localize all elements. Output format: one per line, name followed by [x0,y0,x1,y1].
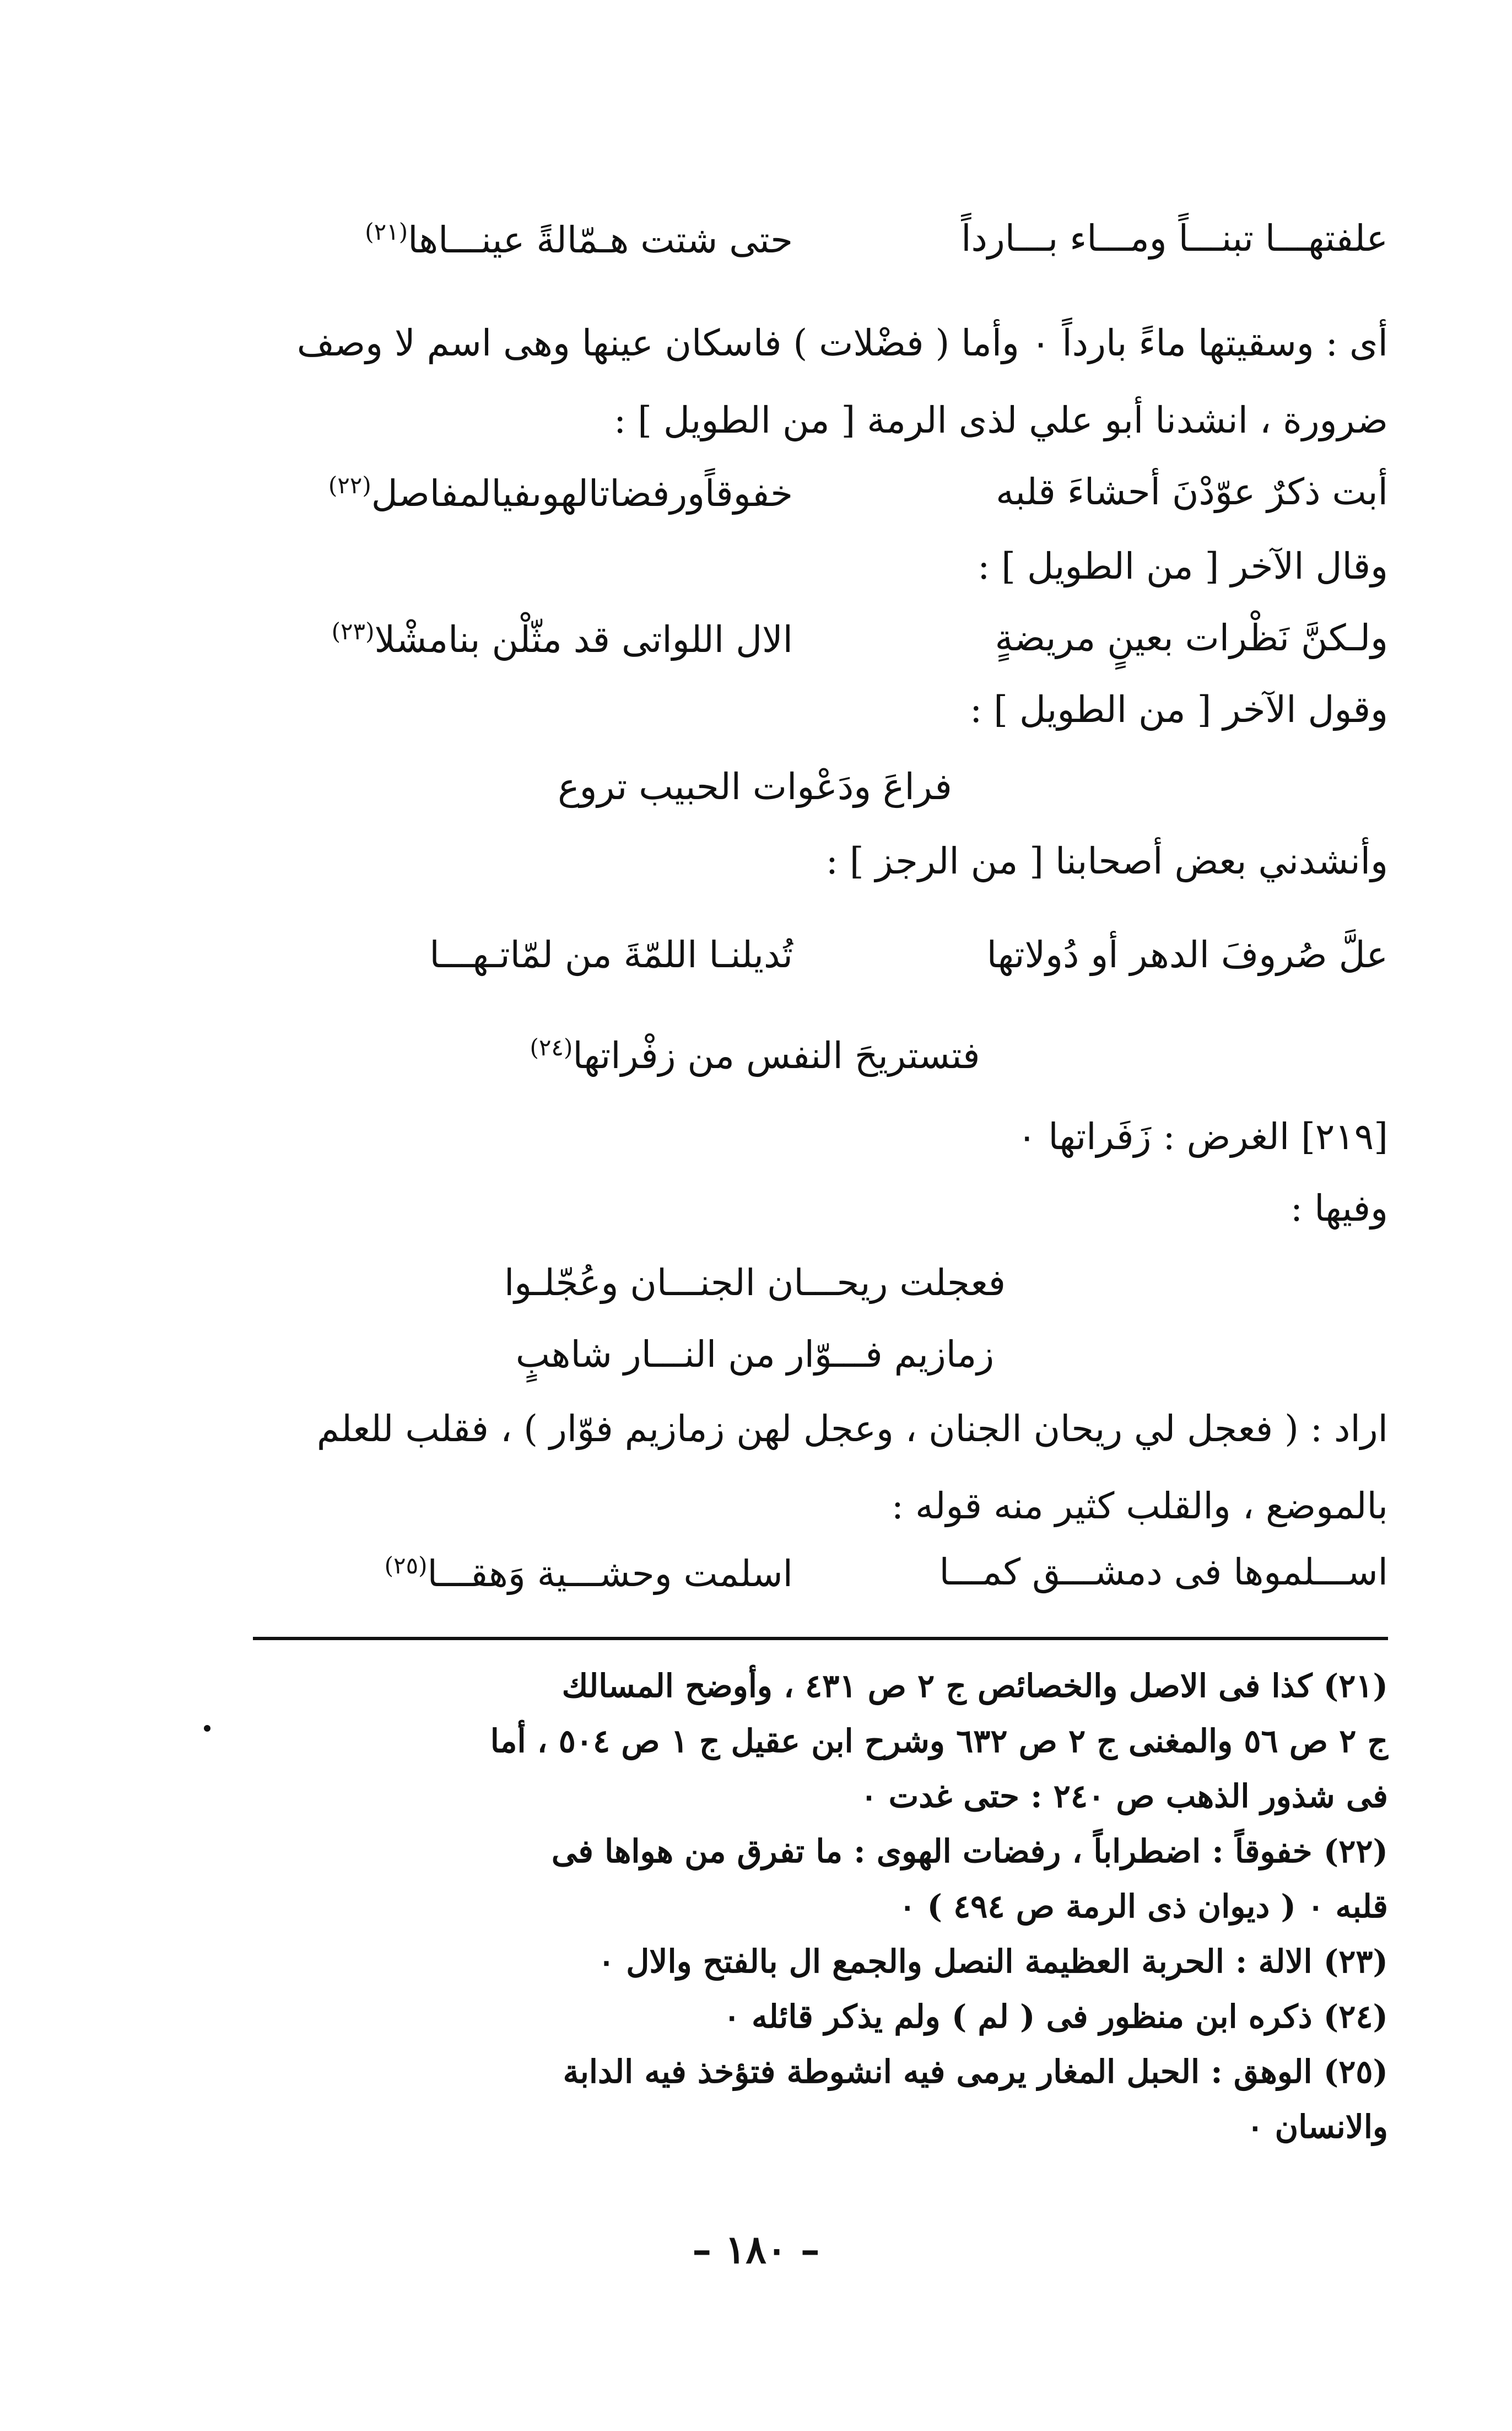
body2-line-2: بالموضع ، والقلب كثير منه قوله : [891,1485,1388,1527]
verse-24-second-hemistich: تُديلنـا اللمّةَ من لمّاتـهـــا [429,934,793,976]
verse-25-second-text: اسلمت وحشـــية وَهقـــا [427,1553,793,1595]
verse-25 [126,1551,1388,1598]
verse-22-second-hemistich [328,472,793,515]
footnote-line: والانسان ٠ [1246,2108,1388,2146]
verse-23 [126,617,1388,664]
centered-verse-1: فراعَ ودَعْوات الحبيب تروع [558,766,952,808]
footnote-line: (٢١) كذا فى الاصل والخصائص ج ٢ ص ٤٣١ ، وأوضح المسالك [561,1667,1388,1705]
footnote-line: (٢٣) الالة : الحربة العظيمة النصل والجمع ال بالفتح والال ٠ [597,1943,1388,1980]
margin-dot [204,1725,210,1732]
footnote-marker-25: (٢٥) [384,1552,428,1579]
intro-verse-23: وقال الآخر [ من الطويل ] : [978,545,1388,587]
centered-verse-3: فعجلت ريحـــان الجنـــان وعُجّلـوا [504,1262,1006,1304]
verse-23-second-text: الال اللواتى قد مثّلْن بنامشْلا [374,618,793,661]
verse-21-first-hemistich: علفتهـــا تبنـــاً ومـــاء بـــارداً [961,217,1388,260]
verse-23-second-hemistich [331,618,793,661]
page-number: – ١٨٠ – [692,2227,820,2272]
verse-21-second-hemistich [365,218,793,261]
centered-verse-4: زمازيم فـــوّار من النـــار شاهبٍ [515,1333,995,1376]
intro-verse-24: وقول الآخر [ من الطويل ] : [970,688,1388,731]
verse-23-first-hemistich: ولـكنَّ نَظْرات بعينٍ مريضةٍ [995,617,1388,659]
body-line-1: أى : وسقيتها ماءً بارداً ٠ وأما ( فضْلات ) فاسكان عينها وهى اسم لا وصف [296,322,1388,364]
verse-24-first-hemistich: علَّ صُروفَ الدهر أو دُولاتها [986,934,1388,976]
verse-25-second-hemistich [384,1552,793,1595]
footnote-line: (٢٤) ذكره ابن منظور فى ( لم ) ولم يذكر قائله ٠ [723,1998,1388,2035]
footnote-line: قلبه ٠ ( ديوان ذى الرمة ص ٤٩٤ ) ٠ [899,1888,1388,1925]
verse-21 [126,217,1388,265]
footnote-line: (٢٢) خفوقاً : اضطراباً ، رفضات الهوى : ما تفرق من هواها فى [551,1832,1388,1870]
verse-22-second-text: خفوقاًورفضاتالهوىفيالمفاصل [371,472,793,515]
verse-22-first-hemistich: أبت ذكرٌ عوّدْنَ أحشاءَ قلبه [996,471,1388,513]
footnote-marker-24: (٢٤) [530,1034,573,1061]
centered-verse-2 [124,1034,1386,1077]
gharad-line: [٢١٩] الغرض : زَفَراتها ٠ [1017,1115,1388,1158]
intro-rajaz: وأنشدني بعض أصحابنا [ من الرجز ] : [825,840,1388,882]
footnote-line: (٢٥) الوهق : الحبل المغار يرمى فيه انشوطة فتؤخذ فيه الدابة [563,2053,1388,2090]
footnote-line: فى شذور الذهب ص ٢٤٠ : حتى غدت ٠ [860,1777,1388,1815]
footnote-divider [253,1637,1388,1640]
footnote-marker-21: (٢١) [365,218,408,245]
verse-25-first-hemistich: اســـلموها فى دمشـــق كمـــا [939,1551,1388,1593]
footnote-line: ج ٢ ص ٥٦ والمغنى ج ٢ ص ٦٣٢ وشرح ابن عقيل ج ١ ص ٥٠٤ ، أما [490,1722,1388,1760]
verse-21-second-text: حتى شتت هـمّالةً عينـــاها [408,219,793,261]
wa-fiha-line: وفيها : [1290,1187,1388,1230]
footnote-marker-22: (٢٢) [328,472,371,499]
body-line-2: ضرورة ، انشدنا أبو علي لذى الرمة [ من الطويل ] : [614,399,1388,441]
footnote-marker-23: (٢٣) [331,618,375,645]
body2-line-1: اراد : ( فعجل لي ريحان الجنان ، وعجل لهن زمازيم فوّار ) ، فقلب للعلم [316,1408,1388,1450]
verse-22 [126,471,1388,518]
centered-verse-2-text: فتستريحَ النفس من زفْراتها [573,1034,980,1077]
verse-24 [126,934,1388,981]
